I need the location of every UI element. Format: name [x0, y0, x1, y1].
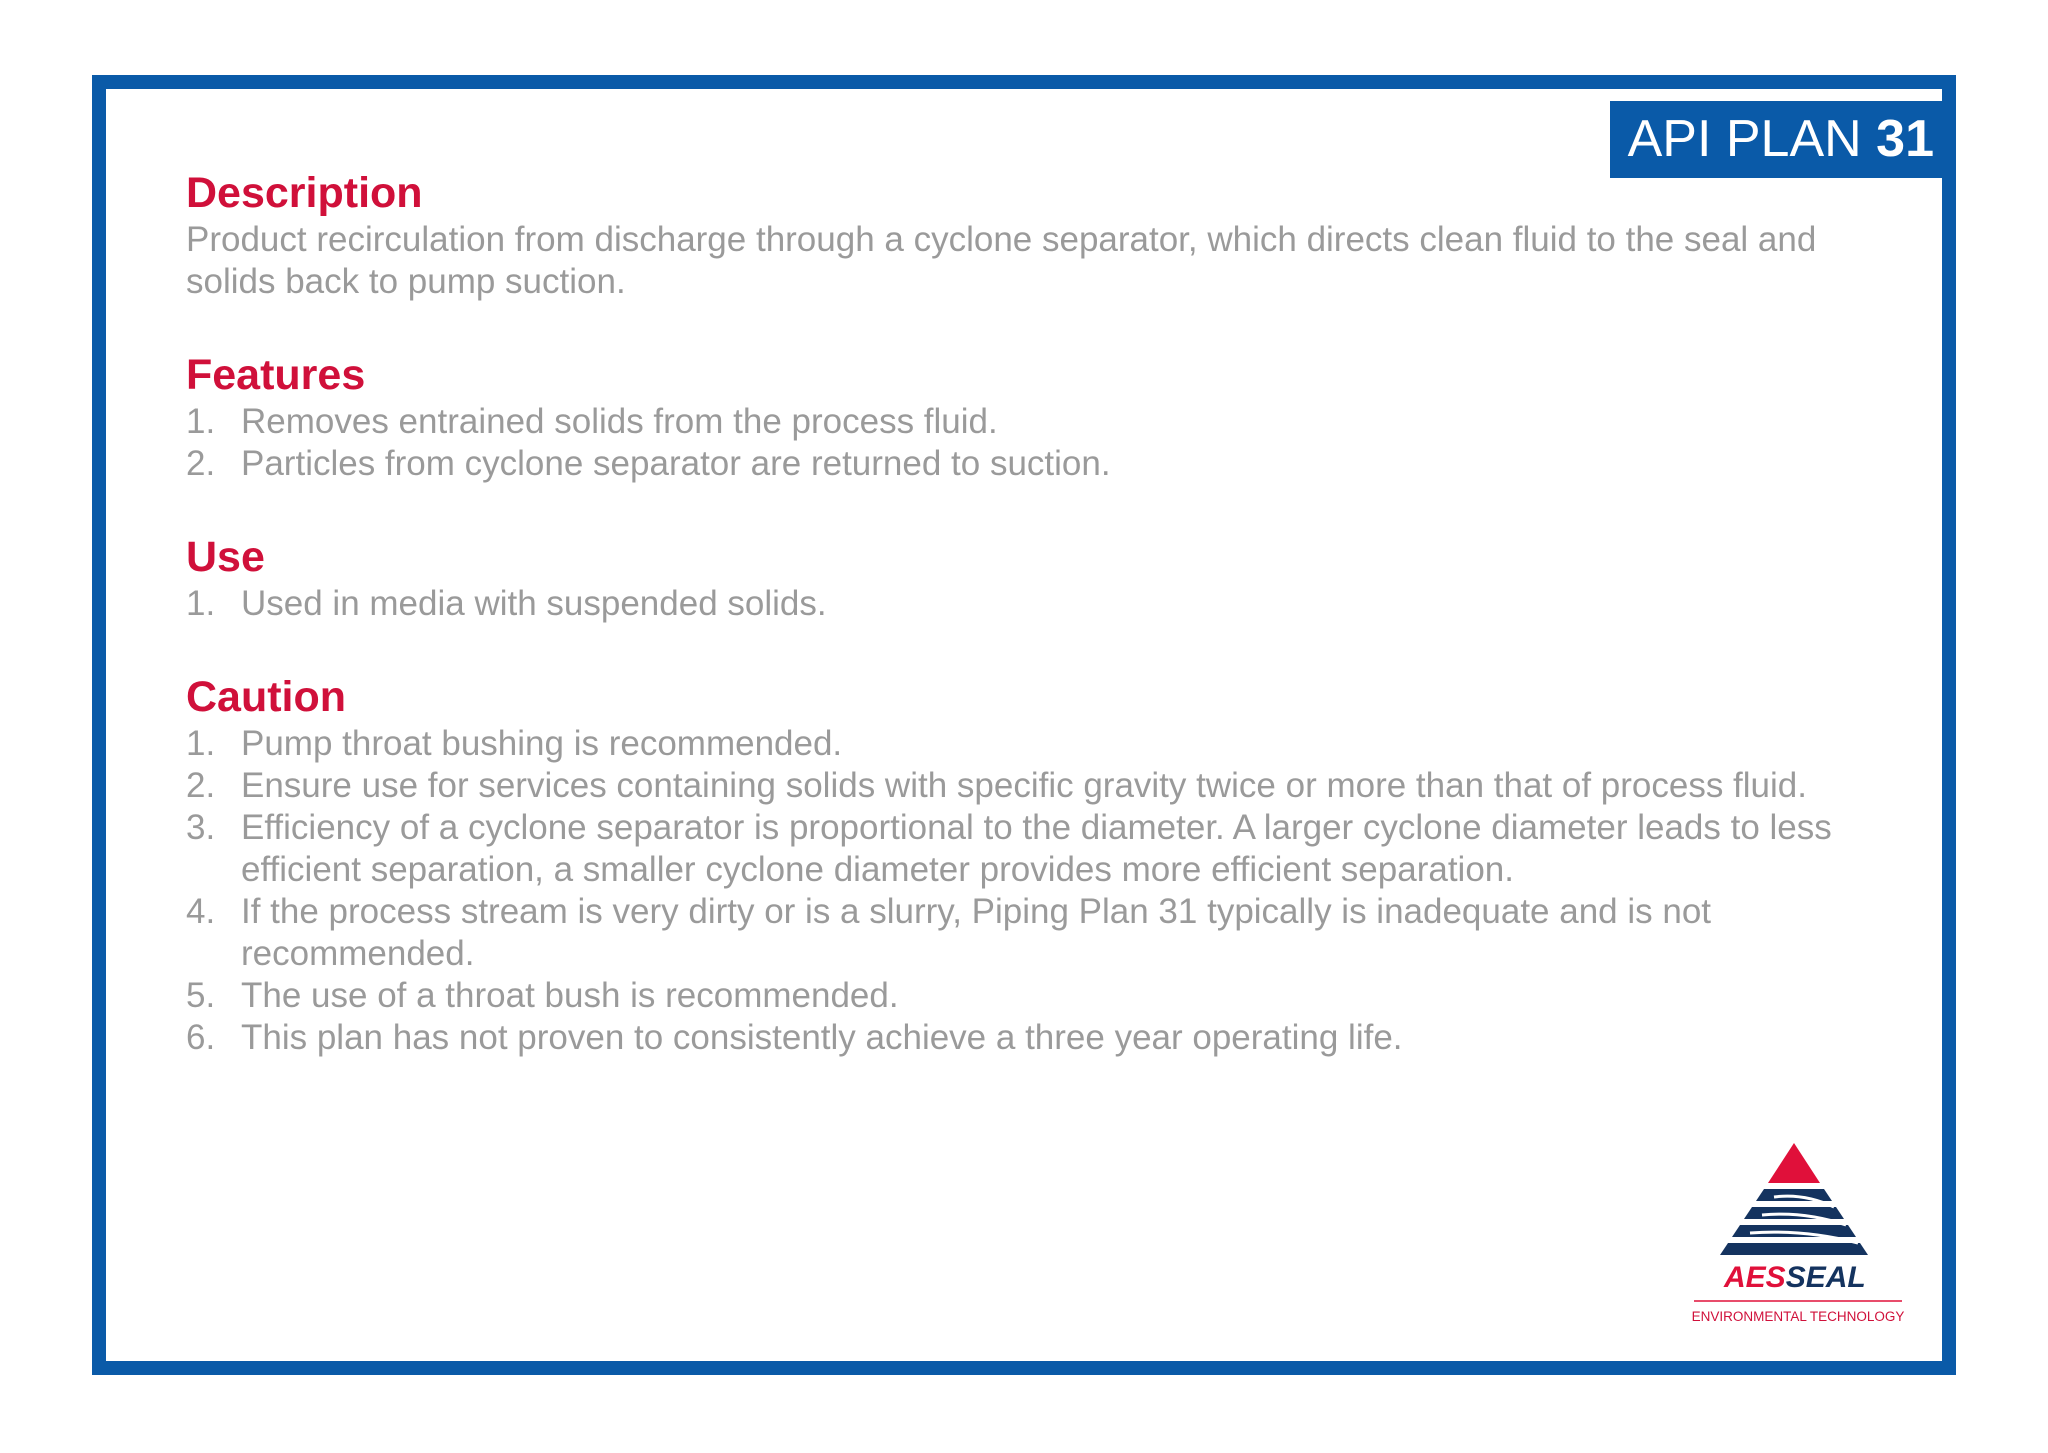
description-section	[186, 167, 1906, 303]
use-section	[186, 531, 1906, 625]
list-item-text: If the process stream is very dirty or is a slurry, Piping Plan 31 typically is inadequate and is not recommended.	[241, 892, 1712, 973]
list-item-number: 1.	[186, 584, 216, 623]
list-item-number: 6.	[186, 1018, 216, 1057]
list-item-text: Removes entrained solids from the process fluid.	[241, 402, 998, 441]
list-item-text: This plan has not proven to consistently achieve a three year operating life.	[241, 1018, 1403, 1057]
list-item-number: 1.	[186, 724, 216, 763]
document-frame	[92, 75, 1956, 1375]
list-item	[186, 891, 1906, 975]
logo-brand-part-aes: AES	[1724, 1261, 1786, 1294]
list-item-number: 1.	[186, 402, 216, 441]
list-item-text: Ensure use for services containing solids with specific gravity twice or more than that of process fluid.	[241, 766, 1807, 805]
list-item-number: 4.	[186, 892, 216, 931]
list-item	[186, 1017, 1906, 1059]
use-heading: Use	[186, 533, 265, 581]
caution-list	[186, 723, 1906, 1059]
aesseal-logo	[1674, 1137, 1914, 1347]
list-item-number: 2.	[186, 766, 216, 805]
description-heading: Description	[186, 169, 423, 217]
list-item	[186, 975, 1906, 1017]
features-heading: Features	[186, 351, 366, 399]
logo-brand-part-seal: SEAL	[1785, 1261, 1866, 1294]
list-item	[186, 401, 1906, 443]
list-item	[186, 765, 1906, 807]
list-item	[186, 583, 1906, 625]
list-item-text: Used in media with suspended solids.	[241, 584, 827, 623]
list-item-text: The use of a throat bush is recommended.	[241, 976, 899, 1015]
list-item-number: 3.	[186, 808, 216, 847]
logo-brand-text	[1723, 1261, 1866, 1294]
list-item	[186, 443, 1906, 485]
aesseal-triangle-logo-icon	[1720, 1143, 1868, 1255]
list-item-text: Particles from cyclone separator are returned to suction.	[241, 444, 1111, 483]
list-item-text: Pump throat bushing is recommended.	[241, 724, 843, 763]
use-list	[186, 583, 1906, 625]
plan-badge-prefix: API PLAN	[1627, 110, 1862, 168]
caution-section	[186, 671, 1906, 1059]
list-item-number: 2.	[186, 444, 216, 483]
list-item-text: Efficiency of a cyclone separator is proportional to the diameter. A larger cyclone diameter leads to less efficient separation, a smaller cyclone diameter provides more efficient separation.	[241, 808, 1832, 889]
list-item-number: 5.	[186, 976, 216, 1015]
description-text: Product recirculation from discharge through a cyclone separator, which directs clean fluid to the seal and solids back to pump suction.	[186, 220, 1817, 301]
plan-badge-number: 31	[1876, 110, 1934, 168]
logo-tagline: ENVIRONMENTAL TECHNOLOGY	[1691, 1309, 1905, 1324]
list-item	[186, 807, 1906, 891]
features-section	[186, 349, 1906, 485]
caution-heading: Caution	[186, 673, 347, 721]
content	[186, 167, 1906, 1105]
list-item	[186, 723, 1906, 765]
features-list	[186, 401, 1906, 485]
